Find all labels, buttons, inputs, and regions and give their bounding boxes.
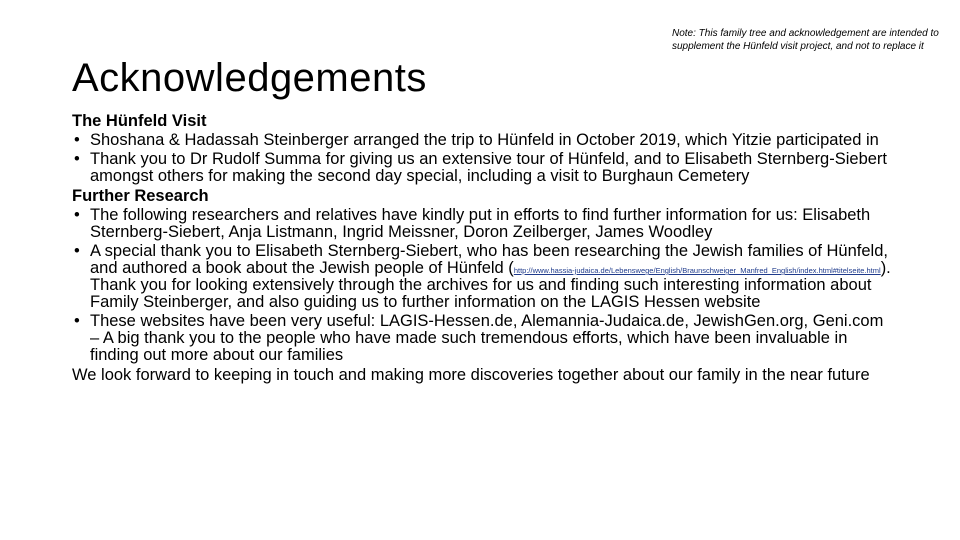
section-heading-further-research: Further Research: [72, 187, 209, 205]
list-item-special-thanks: [72, 243, 892, 311]
supplement-note: Note: This family tree and acknowledgement are intended to supplement the Hünfeld visit project, and not to replace it: [672, 28, 939, 52]
further-research-list: [72, 207, 892, 364]
list-item: • The following researchers and relatives have kindly put in efforts to find further information for us: Elisabeth Sternberg-Siebert, Anja Listmann, Ingrid Meissner, Doron Zeilberger, James Woodley: [72, 207, 892, 241]
closing-statement: We look forward to keeping in touch and making more discoveries together about our family in the near future: [72, 366, 870, 384]
section-heading-hunfeld-visit: The Hünfeld Visit: [72, 112, 207, 130]
hassia-judaica-link[interactable]: http://www.hassia-judaica.de/Lebenswege/English/Braunschweiger_Manfred_English/index.html#titelseite.html: [513, 266, 881, 275]
list-item: • Shoshana & Hadassah Steinberger arranged the trip to Hünfeld in October 2019, which Yitzie participated in: [72, 132, 892, 149]
list-item: • Thank you to Dr Rudolf Summa for giving us an extensive tour of Hünfeld, and to Elisabeth Sternberg-Siebert amongst others for making the second day special, including a visit to Burghaun Cemetery: [72, 151, 892, 185]
special-thanks-text-continued: ). Thank you for looking extensively through the archives for us and finding such interesting information about Family Steinberger, and also guiding us to further information on the LAGIS Hessen website: [90, 259, 891, 311]
list-item: • These websites have been very useful: LAGIS-Hessen.de, Alemannia-Judaica.de, JewishGen.org, Geni.com – A big thank you to the people who have made such tremendous efforts, which have been invaluable in finding out more about our families: [72, 313, 892, 364]
acknowledgements-body: [72, 110, 892, 384]
special-thanks-text: A special thank you to Elisabeth Sternberg-Siebert, who has been researching the Jewish families of Hünfeld, and authored a book about the Jewish people of Hünfeld (: [90, 242, 888, 277]
slide-title: Acknowledgements: [72, 56, 427, 100]
hunfeld-visit-list: [72, 132, 892, 185]
